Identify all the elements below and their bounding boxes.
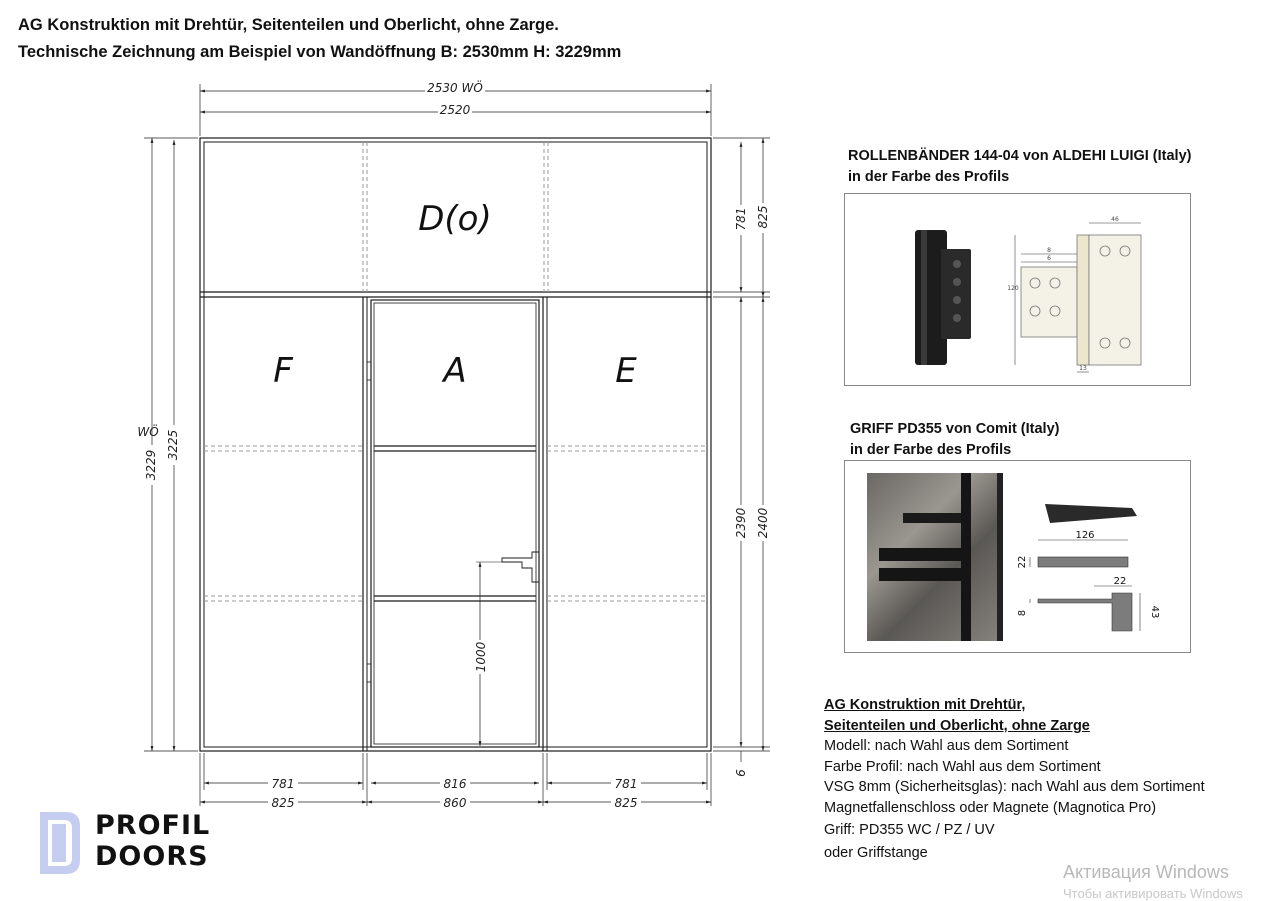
- description-line: Griff: PD355 WC / PZ / UV: [824, 822, 995, 838]
- hinge-photo: [915, 230, 971, 365]
- dim-left-inner: 3225: [166, 429, 180, 461]
- description: [824, 695, 1205, 863]
- dim-bottom-center-inner: 816: [443, 777, 467, 791]
- dim-bottom-left-inner: 781: [271, 777, 295, 791]
- description-line: oder Griffstange: [824, 844, 928, 861]
- logo-line-2: DOORS: [95, 841, 209, 872]
- panel-label-top: D(o): [418, 199, 492, 239]
- handle-dim-thickness: 22: [1017, 555, 1028, 569]
- hinge-dim-b: 6: [1047, 255, 1051, 262]
- door-handle: [502, 552, 539, 582]
- handle-dim-height: 43: [1149, 605, 1160, 619]
- dim-left-wo: WÖ: [137, 425, 159, 439]
- handle-dim-depth: 22: [1113, 576, 1127, 587]
- hinge-top: [367, 362, 371, 380]
- description-line: Farbe Profil: nach Wahl aus dem Sortiment: [824, 758, 1101, 775]
- windows-activation-watermark-2: Чтобы активировать Windows: [1063, 886, 1243, 901]
- handle-photo: [867, 473, 1003, 641]
- handle-dim-plate: 8: [1017, 609, 1028, 617]
- hinge-dim-a: 8: [1047, 247, 1051, 254]
- dim-bottom-left-outer: 825: [271, 796, 295, 810]
- panel-label-left: F: [273, 351, 293, 391]
- description-line: VSG 8mm (Sicherheitsglas): nach Wahl aus dem Sortiment: [824, 779, 1205, 795]
- logo-text: [95, 810, 210, 872]
- logo-line-1: PROFIL: [95, 810, 211, 841]
- hinge-dim-bottom: 13: [1079, 365, 1087, 372]
- hinges-image-box: [844, 193, 1191, 386]
- dim-right-gap: 6: [734, 769, 748, 777]
- title-line-2: Technische Zeichnung am Beispiel von Wandöffnung B: 2530mm H: 3229mm: [18, 43, 622, 61]
- dim-handle-height: 1000: [474, 641, 488, 673]
- handle-dim-length: 126: [1075, 530, 1095, 541]
- handle-title: [850, 419, 1059, 461]
- dim-right-bottom-outer: 2400: [756, 507, 770, 539]
- description-heading-1: AG Konstruktion mit Drehtür,: [824, 697, 1026, 713]
- handle-title-line-1: GRIFF PD355 von Comit (Italy): [850, 421, 1060, 437]
- dim-bottom-center-outer: 860: [443, 796, 467, 810]
- hinges-title-line-2: in der Farbe des Profils: [848, 169, 1010, 185]
- dim-right-top-outer: 825: [756, 205, 770, 229]
- description-heading-2: Seitenteilen und Oberlicht, ohne Zarge: [824, 717, 1090, 734]
- dim-right-top-inner: 781: [734, 207, 748, 231]
- hinge-bottom: [367, 664, 371, 682]
- handle-image-box: [844, 460, 1191, 653]
- technical-drawing: [128, 70, 798, 810]
- hinge-dim-height: 120: [1007, 285, 1019, 292]
- handle-3d: [1045, 504, 1137, 523]
- handle-technical-drawing: [1010, 461, 1190, 652]
- profil-doors-logo: [40, 810, 211, 879]
- panel-label-center: A: [443, 351, 467, 391]
- logo-mark-icon: [40, 812, 80, 874]
- panel-label-right: E: [615, 351, 637, 391]
- hinge-illustration: [845, 194, 1190, 385]
- windows-activation-watermark: Активация Windows: [1063, 862, 1229, 882]
- hinges-title-line-1: ROLLENBÄNDER 144-04 von ALDEHI LUIGI (Italy): [848, 148, 1192, 164]
- dim-top-inner: 2520: [439, 103, 471, 117]
- dim-bottom-right-outer: 825: [614, 796, 638, 810]
- dim-left-outer: 3229: [144, 449, 158, 481]
- hinges-title: [848, 146, 1191, 188]
- dim-right-bottom-inner: 2390: [734, 507, 748, 539]
- dim-top-outer: 2530 WÖ: [427, 81, 483, 95]
- description-line: Magnetfallenschloss oder Magnete (Magnotica Pro): [824, 799, 1157, 816]
- hinge-dim-width: 46: [1111, 216, 1119, 223]
- title-line-1: AG Konstruktion mit Drehtür, Seitenteilen und Oberlicht, ohne Zarge.: [18, 16, 559, 34]
- description-line: Modell: nach Wahl aus dem Sortiment: [824, 738, 1069, 754]
- handle-title-line-2: in der Farbe des Profils: [850, 442, 1012, 458]
- dim-bottom-right-inner: 781: [614, 777, 638, 791]
